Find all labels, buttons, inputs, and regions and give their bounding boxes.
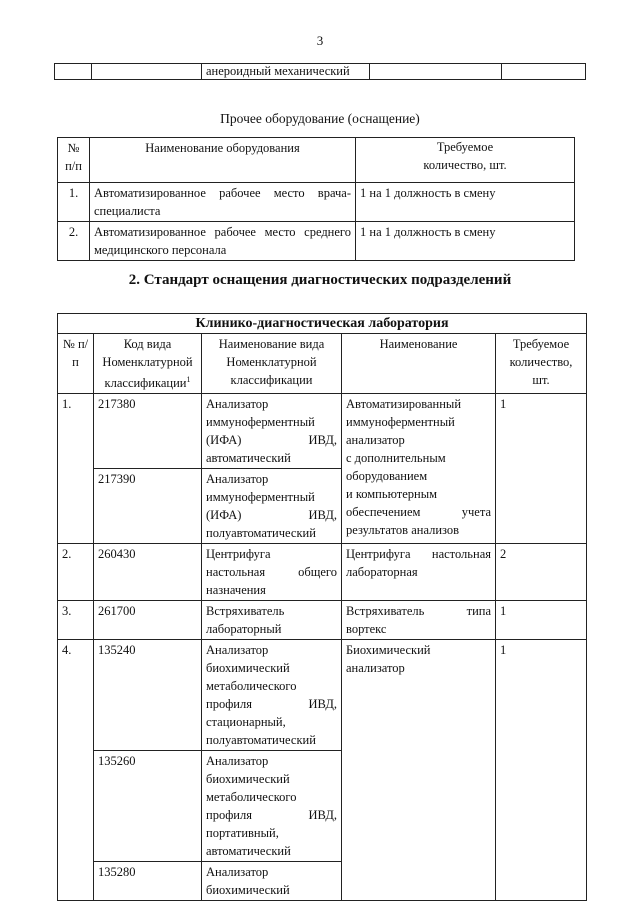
other-equipment-title: Прочее оборудование (оснащение) [220,111,420,126]
row-num: 1. [58,183,90,222]
cell-line: Центрифуга настольная [346,547,491,562]
header-qty: Требуемое количество, шт. [356,138,575,183]
cell-line: иммуноферментный [346,415,455,430]
row-name-line: медицинского персонала [94,243,227,257]
lab-table [57,313,587,901]
header-name: Наименование оборудования [90,138,356,183]
cell-line: портативный, [206,826,279,841]
cell-line: вортекс [346,622,387,637]
table-cell [502,64,586,80]
row-name-line: Автоматизированное рабочее место врача- [94,186,351,200]
cell-line: биохимический [206,883,290,898]
header-qty: Требуемое количество, шт. [496,334,587,394]
row-num: 4. [58,640,94,901]
row-code: 135240 [94,640,202,751]
row-name [342,394,496,544]
row-code: 217390 [94,469,202,544]
continuation-table [54,63,586,80]
lab-caption-row [58,314,587,334]
table-row [58,544,587,601]
row-code: 260430 [94,544,202,601]
row-name [90,183,356,222]
row-name [90,222,356,261]
cell-line: автоматический [206,451,291,466]
lab-caption: Клинико-диагностическая лаборатория [58,314,587,334]
cell-line: анализатор [346,433,405,448]
row-qty: 1 на 1 должность в смену [356,222,575,261]
table-header-row [58,334,587,394]
row-num: 2. [58,544,94,601]
row-num: 2. [58,222,90,261]
cell-line: профиля ИВД, [206,808,337,823]
cell-line: Анализатор [206,865,269,880]
table-row [58,640,587,751]
cell-line: анализатор [346,661,405,676]
row-kind [202,544,342,601]
row-qty: 2 [496,544,587,601]
cell-line: Центрифуга [206,547,271,562]
row-kind [202,751,342,862]
row-kind [202,601,342,640]
row-num: 3. [58,601,94,640]
table-row [58,183,575,222]
row-code: 135260 [94,751,202,862]
section-title: 2. Стандарт оснащения диагностических подразделений [128,272,512,288]
header-kind: Наименование вида Номенклатурной классификации [202,334,342,394]
table-row [58,601,587,640]
row-name-line: Автоматизированное рабочее место среднего [94,225,351,239]
row-code: 261700 [94,601,202,640]
lab-body [58,394,587,901]
row-name-line: специалиста [94,204,161,218]
table-cell [55,64,92,80]
cell-line: профиля ИВД, [206,697,337,712]
row-code: 217380 [94,394,202,469]
cell-line: Анализатор [206,643,269,658]
table-cell: анероидный механический [202,64,370,80]
cell-line: Анализатор [206,397,269,412]
cell-line: Анализатор [206,754,269,769]
cell-line: Автоматизированный [346,397,462,412]
row-qty: 1 [496,601,587,640]
cell-line: назначения [206,583,266,598]
cell-line: биохимический [206,772,290,787]
table-header-row [58,138,575,183]
cell-line: биохимический [206,661,290,676]
cell-line: лабораторная [346,565,418,580]
cell-line: (ИФА) ИВД, [206,508,337,523]
row-name [342,640,496,901]
row-qty: 1 [496,394,587,544]
cell-line: с дополнительным [346,451,446,466]
cell-line: стационарный, [206,715,286,730]
cell-line: и компьютерным [346,487,437,502]
cell-line: результатов анализов [346,523,460,538]
cell-line: автоматический [206,844,291,859]
row-kind [202,640,342,751]
row-kind [202,862,342,901]
row-kind [202,469,342,544]
header-name: Наименование [342,334,496,394]
cell-line: лабораторный [206,622,282,637]
cell-line: Биохимический [346,643,431,658]
row-qty: 1 на 1 должность в смену [356,183,575,222]
cell-line: оборудованием [346,469,428,484]
cell-line: метаболического [206,679,297,694]
cell-line: обеспечением учета [346,505,491,520]
cell-line: Встряхиватель [206,604,285,619]
table-row [58,222,575,261]
table-row [55,64,586,80]
row-name [342,544,496,601]
table-cell [370,64,502,80]
cell-line: иммуноферментный [206,490,315,505]
row-qty: 1 [496,640,587,901]
cell-line: Анализатор [206,472,269,487]
cell-line: метаболического [206,790,297,805]
row-num: 1. [58,394,94,544]
cell-line: иммуноферментный [206,415,315,430]
other-equipment-table [57,137,575,261]
header-code-text: Код вида Номенклатурной классификации [102,337,193,391]
cell-line: Встряхиватель типа [346,604,491,619]
row-code: 135280 [94,862,202,901]
header-num: № п/п [58,138,90,183]
cell-line: полуавтоматический [206,526,316,541]
footnote-mark: 1 [186,375,191,384]
cell-line: настольная общего [206,565,337,580]
cell-line: полуавтоматический [206,733,316,748]
header-code [94,334,202,394]
row-kind [202,394,342,469]
table-row [58,394,587,469]
page-number: 3 [316,33,324,48]
table-cell [92,64,202,80]
row-name [342,601,496,640]
header-num: № п/п [58,334,94,394]
cell-line: (ИФА) ИВД, [206,433,337,448]
